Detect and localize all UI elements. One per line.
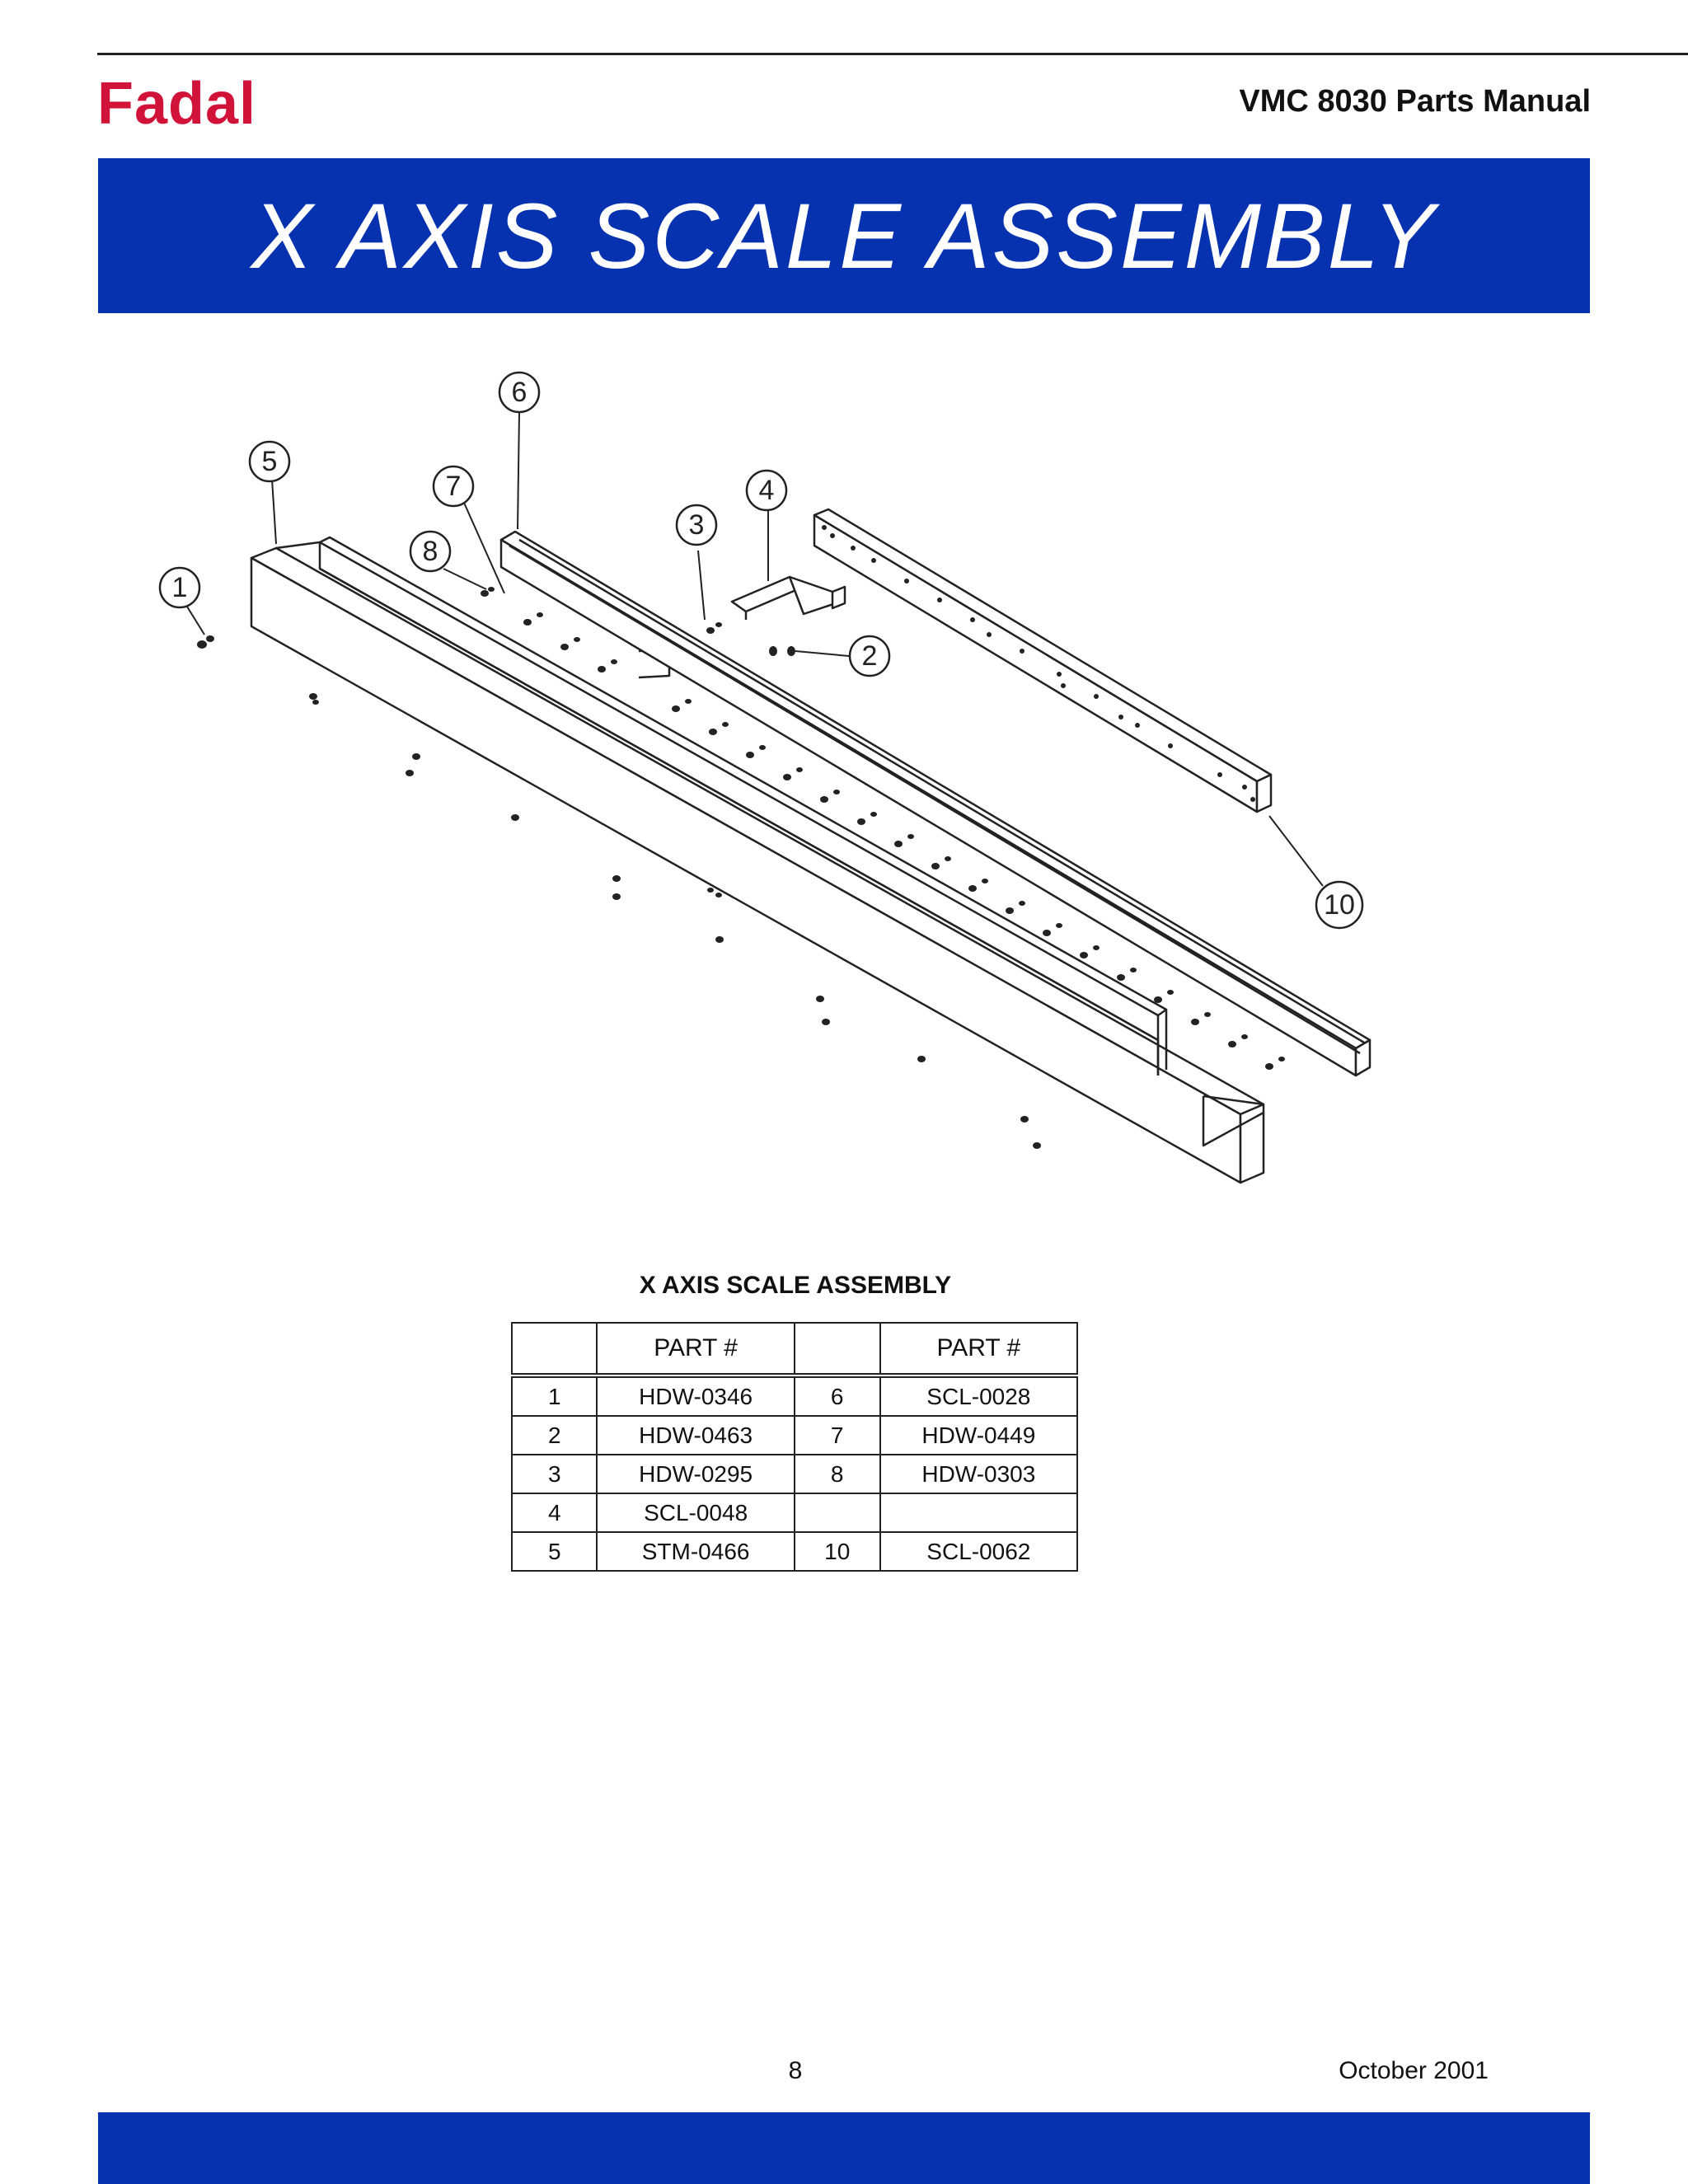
page-title: X AXIS SCALE ASSEMBLY	[251, 184, 1437, 288]
item-number: 7	[795, 1416, 880, 1455]
callout-label-5: 5	[261, 446, 278, 477]
table-row	[512, 1493, 1077, 1532]
part-number: STM-0466	[597, 1532, 794, 1571]
part-number: HDW-0295	[597, 1455, 794, 1493]
part-number	[880, 1493, 1077, 1532]
brand-logo: Fadal	[97, 71, 257, 137]
item-number: 1	[512, 1376, 597, 1416]
table-row	[512, 1455, 1077, 1493]
item-number: 6	[795, 1376, 880, 1416]
item-number	[795, 1493, 880, 1532]
reader-bracket	[732, 577, 845, 620]
exploded-assembly-diagram	[0, 330, 1688, 1253]
item-number: 5	[512, 1532, 597, 1571]
part-number: HDW-0346	[597, 1376, 794, 1416]
item-number: 10	[795, 1532, 880, 1571]
header-part-a: PART #	[597, 1323, 794, 1376]
callout-label-2: 2	[861, 640, 878, 672]
table-header-row	[512, 1323, 1077, 1376]
callout-label-8: 8	[422, 536, 438, 567]
part-number: HDW-0463	[597, 1416, 794, 1455]
top-rule	[97, 53, 1688, 55]
item-number: 2	[512, 1416, 597, 1455]
part-number: SCL-0048	[597, 1493, 794, 1532]
callout-label-4: 4	[758, 475, 775, 506]
page-number: 8	[788, 2057, 803, 2084]
callout-label-3: 3	[688, 509, 705, 541]
header-item-b	[795, 1323, 880, 1376]
item-number: 4	[512, 1493, 597, 1532]
callout-label-7: 7	[445, 471, 462, 502]
part-number: SCL-0028	[880, 1376, 1077, 1416]
table-row	[512, 1376, 1077, 1416]
header-item-a	[512, 1323, 597, 1376]
title-banner	[98, 158, 1590, 313]
parts-table	[511, 1322, 1078, 1572]
part-number: HDW-0449	[880, 1416, 1077, 1455]
table-row	[512, 1416, 1077, 1455]
callout-label-1: 1	[171, 572, 188, 603]
callout-label-6: 6	[511, 377, 528, 408]
parts-table-title: X AXIS SCALE ASSEMBLY	[639, 1272, 952, 1299]
callout-label-10: 10	[1324, 889, 1355, 921]
manual-title: VMC 8030 Parts Manual	[1239, 84, 1591, 119]
footer-bar	[98, 2112, 1590, 2184]
table-row	[512, 1532, 1077, 1571]
base-casting	[251, 542, 1264, 1183]
part-number: SCL-0062	[880, 1532, 1077, 1571]
item-number: 8	[795, 1455, 880, 1493]
header-part-b: PART #	[880, 1323, 1077, 1376]
part-number: HDW-0303	[880, 1455, 1077, 1493]
publication-date: October 2001	[1339, 2057, 1489, 2084]
item-number: 3	[512, 1455, 597, 1493]
